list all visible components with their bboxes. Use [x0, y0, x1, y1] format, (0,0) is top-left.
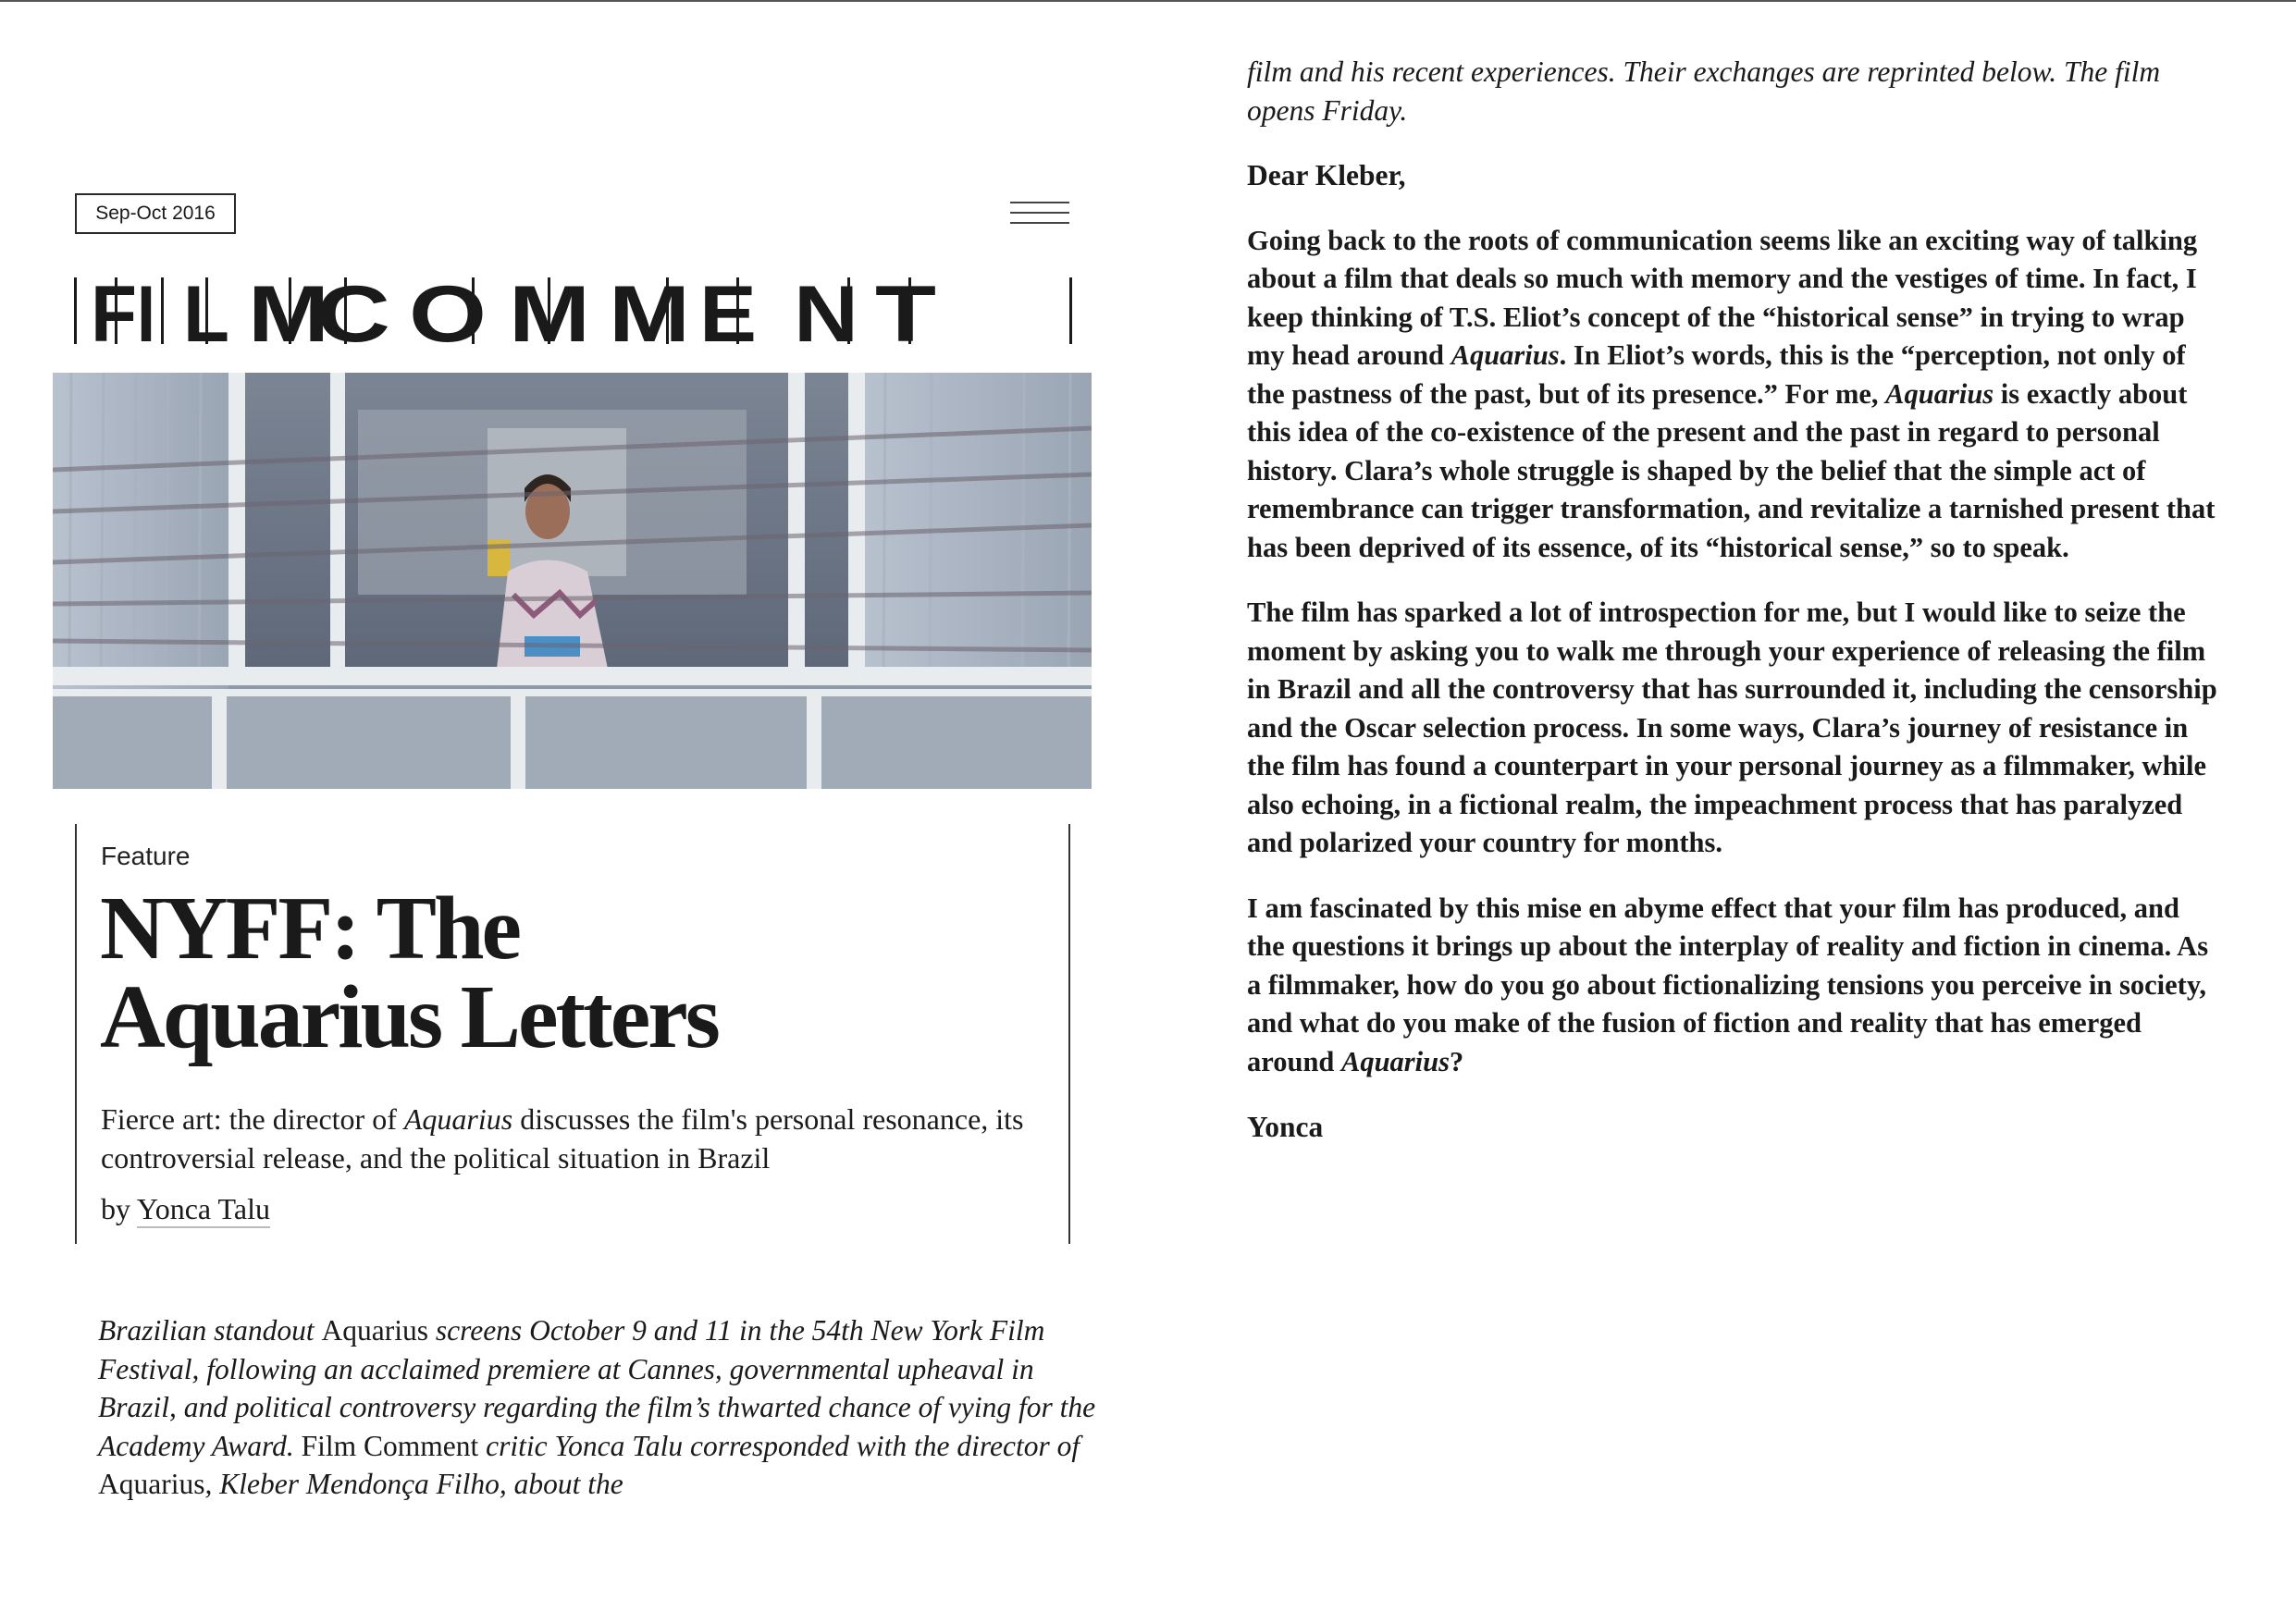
letter-film-title: Aquarius: [1450, 339, 1560, 371]
menu-bar: [1010, 202, 1069, 203]
headline-line-2: Aquarius Letters: [100, 967, 718, 1067]
headline-line-1: NYFF: The: [100, 879, 519, 978]
letter-text: ?: [1449, 1045, 1464, 1077]
masthead-letter: I: [137, 274, 155, 348]
intro-film-title: Aquarius: [98, 1468, 205, 1500]
intro-text: Brazilian standout: [98, 1314, 322, 1347]
masthead-letters: [91, 274, 936, 348]
byline: [101, 1192, 270, 1226]
letter-film-title: Aquarius: [1341, 1045, 1450, 1077]
deck-text: Fierce art: the director of: [101, 1102, 404, 1136]
intro-paragraph: [98, 1311, 1106, 1504]
letter-text: Going back to the roots of communication seems like an exciting way of talking about a film that deals so much with memory and the vestiges of time. In fact, I keep thinking of T.S. Eliot’s concept of the “historical sense” in trying to wrap my head around: [1247, 224, 2198, 371]
masthead-separator: [161, 277, 164, 344]
hamburger-menu-icon[interactable]: [1010, 200, 1069, 228]
letter-film-title: Aquarius: [1885, 377, 1994, 410]
intro-text: critic Yonca Talu corresponded with the director of: [478, 1429, 1080, 1462]
feature-header: [75, 824, 1070, 1244]
issue-date-badge[interactable]: Sep-Oct 2016: [75, 193, 236, 234]
masthead-separator: [74, 277, 77, 344]
article-deck: [101, 1100, 1063, 1177]
masthead-letter: M: [248, 274, 329, 348]
letter-text: . In Eliot’s words, this is the “perception, not only of the pastness of the past, but of its presence.” For me,: [1247, 339, 2186, 410]
letter-text: is exactly about this idea of the co-existence of the present and the past in regard to personal history. Clara’s whole struggle is shaped by the belief that the simple act of remembrance can trigger transformation, and revitalize a tarnished present that has been deprived of its essence, of its “historical sense,” so to speak.: [1247, 377, 2216, 563]
masthead-letter: M: [509, 274, 590, 348]
masthead-letter: F: [91, 274, 137, 348]
intro-film-title: Aquarius: [321, 1314, 429, 1347]
intro-publication-name: Film Comment: [301, 1429, 479, 1462]
right-page: [1148, 0, 2296, 1624]
letter-paragraph-1: [1247, 222, 2218, 568]
masthead-letter: E: [699, 274, 757, 348]
masthead-letter: M: [609, 274, 690, 348]
masthead-separator: [1069, 277, 1072, 344]
letter-salutation: Dear Kleber,: [1247, 159, 1406, 191]
film-still-image: [53, 373, 1092, 789]
masthead-letter: T: [875, 274, 936, 348]
masthead-letter: L: [183, 274, 229, 348]
masthead-logo[interactable]: [74, 274, 1073, 348]
masthead-letter: N: [794, 274, 858, 348]
deck-text: discusses the film's personal resonance, its controversial release, and the political situation in Brazil: [101, 1102, 1024, 1175]
intro-text: , Kleber Mendonça Filho, about the: [204, 1468, 623, 1500]
menu-bar: [1010, 212, 1069, 214]
menu-bar: [1010, 222, 1069, 224]
hero-photo: [53, 373, 1092, 789]
article-headline: [100, 879, 840, 1067]
author-link[interactable]: Yonca Talu: [137, 1192, 270, 1228]
byline-prefix: by: [101, 1192, 137, 1225]
letter-text: I am fascinated by this mise en abyme effect that your film has produced, and the questions it brings up about the interplay of reality and fiction in cinema. As a filmmaker, how do you go about fictionalizing tensions you perceive in society, and what do you make of the fusion of fiction and reality that has emerged around: [1247, 892, 2209, 1077]
letter-signoff: Yonca: [1247, 1111, 1324, 1143]
intro-text: screens October 9 and 11 in the 54th New York Film Festival, following an acclaimed premiere at Cannes, governmental upheaval in Brazil, and political controversy regarding the film’s thwarted chance of vying for the Academy Award.: [98, 1314, 1096, 1462]
masthead-letter: C: [316, 274, 390, 348]
intro-paragraph-continued: film and his recent experiences. Their exchanges are reprinted below. The film opens Friday.: [1247, 55, 2161, 127]
letter-column: [1247, 53, 2218, 1174]
letter-paragraph-3: [1247, 890, 2218, 1082]
masthead-letter: O: [409, 274, 487, 348]
section-label[interactable]: Feature: [101, 842, 191, 870]
deck-film-title: Aquarius: [403, 1102, 513, 1136]
letter-paragraph-2: The film has sparked a lot of introspection for me, but I would like to seize the moment by asking you to walk me through your experience of releasing the film in Brazil and all the controversy that has surrounded it, including the censorship and the Oscar selection process. In some ways, Clara’s journey of resistance in the film has found a counterpart in your personal journey as a filmmaker, while also echoing, in a fictional realm, the impeachment process that has paralyzed and polarized your country for months.: [1247, 597, 2217, 858]
